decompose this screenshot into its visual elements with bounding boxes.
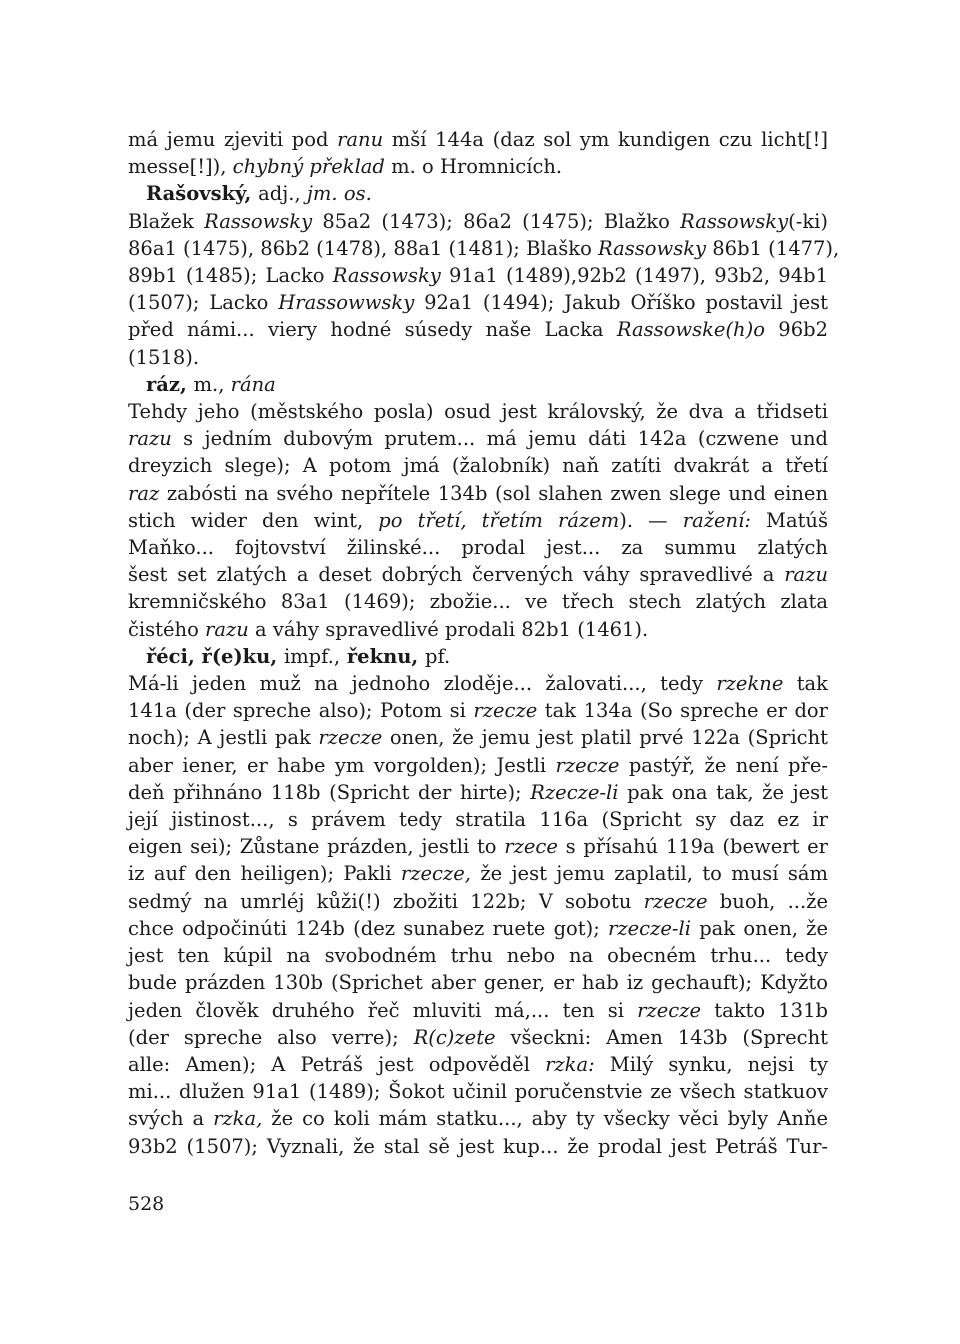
- text-line: (1518).: [128, 345, 200, 369]
- text-line: Má-li jeden muž na jednoho zloděje... žalovati..., tedy rzekne tak: [128, 672, 828, 696]
- text-line: čistého razu a váhy spravedlivé prodali 82b1 (1461).: [128, 617, 649, 641]
- text-line: 86a1 (1475), 86b2 (1478), 88a1 (1481); Blaško Rassowsky 86b1 (1477),: [128, 236, 840, 260]
- text-line: 89b1 (1485); Lacko Rassowsky 91a1 (1489),92b2 (1497), 93b2, 94b1: [128, 264, 828, 288]
- text-line: Tehdy jeho (městského posla) osud jest královský, že dva a třidseti: [128, 400, 828, 424]
- page-number: 528: [128, 1193, 165, 1215]
- text-line: razu s jedním dubovým prutem... má jemu dáti 142a (czwene und: [128, 427, 828, 451]
- text-line: její jistinost..., s právem tedy stratila 116a (Spricht sy daz ez ir: [128, 808, 828, 832]
- text-line: má jemu zjeviti pod ranu mší 144a (daz sol ym kundigen czu licht[!]: [128, 128, 828, 151]
- text-line: alle: Amen); A Petráš jest odpověděl rzka: Milý synku, nejsi ty: [128, 1052, 828, 1076]
- text-line: messe[!]), chybný překlad m. o Hromnicích.: [128, 155, 563, 179]
- text-line: sedmý na umrléj kůži(!) zbožiti 122b; V sobotu rzecze buoh, ...že: [128, 889, 828, 913]
- text-line: svých a rzka, že co koli mám statku..., aby ty všecky věci byly Anňe: [128, 1107, 828, 1131]
- text-line: deň přihnáno 118b (Spricht der hirte); Rzecze-li pak ona tak, že jest: [128, 780, 829, 804]
- text-line: (1507); Lacko Hrassowwsky 92a1 (1494); Jakub Oříško postavil jest: [128, 291, 828, 315]
- text-line: (der spreche also verre); R(c)zete všeckni: Amen 143b (Sprecht: [128, 1025, 828, 1049]
- text-line: šest set zlatých a deset dobrých červených váhy spravedlivé a razu: [128, 563, 828, 587]
- text-line: jest ten kúpil na svobodném trhu nebo na obecném trhu... tedy: [128, 944, 828, 968]
- text-line: bude prázden 130b (Sprichet aber gener, er hab iz gechauft); Kdyžto: [128, 971, 828, 995]
- text-line: Maňko... fojtovství žilinské... prodal jest... za summu zlatých: [128, 536, 828, 560]
- text-line: raz zabósti na svého nepřítele 134b (sol slahen zwen slege und einen: [128, 481, 828, 505]
- entry-headword-line: Rašovský, adj., jm. os.: [146, 182, 372, 206]
- text-line: jeden člověk druhého řeč mluviti má,... ten si rzecze takto 131b: [128, 998, 828, 1022]
- text-line: aber iener, er habe ym vorgolden); Jestli rzecze pastýř, že není pře-: [128, 753, 828, 777]
- text-line: dreyzich slege); A potom jmá (žalobník) naň zatíti dvakrát a třetí: [128, 454, 828, 478]
- text-line: eigen sei); Zůstane prázden, jestli to rzece s přísahú 119a (bewert er: [128, 835, 828, 859]
- text-line: Blažek Rassowsky 85a2 (1473); 86a2 (1475); Blažko Rassowsky(-ki): [128, 209, 828, 233]
- text-line: iz auf den heiligen); Pakli rzecze, že jest jemu zaplatil, to musí sám: [128, 862, 828, 886]
- entry-headword-line: řéci, ř(e)ku, impf., řeknu, pf.: [146, 644, 451, 668]
- text-line: noch); A jestli pak rzecze onen, že jemu jest platil prvé 122a (Spricht: [128, 726, 828, 750]
- dictionary-text-block: [128, 126, 840, 1160]
- text-line: stich wider den wint, po třetí, třetím rázem). — ražení: Matúš: [128, 508, 828, 532]
- text-line: 93b2 (1507); Vyznali, že stal sě jest kup... že prodal jest Petráš Tur-: [128, 1134, 828, 1158]
- text-line: 141a (der spreche also); Potom si rzecze tak 134a (So spreche er dor: [128, 699, 828, 723]
- text-line: kremničského 83a1 (1469); zbožie... ve třech stech zlatých zlata: [128, 590, 828, 614]
- entry-headword-line: ráz, m., rána: [146, 372, 276, 396]
- text-line: chce odpočinúti 124b (dez sunabez ruete got); rzecze-li pak onen, že: [128, 916, 828, 940]
- text-line: před námi... viery hodné súsedy naše Lacka Rassowske(h)o 96b2: [128, 318, 828, 342]
- text-line: mi... dlužen 91a1 (1489); Šokot učinil poručenstvie ze všech statkuov: [128, 1080, 828, 1104]
